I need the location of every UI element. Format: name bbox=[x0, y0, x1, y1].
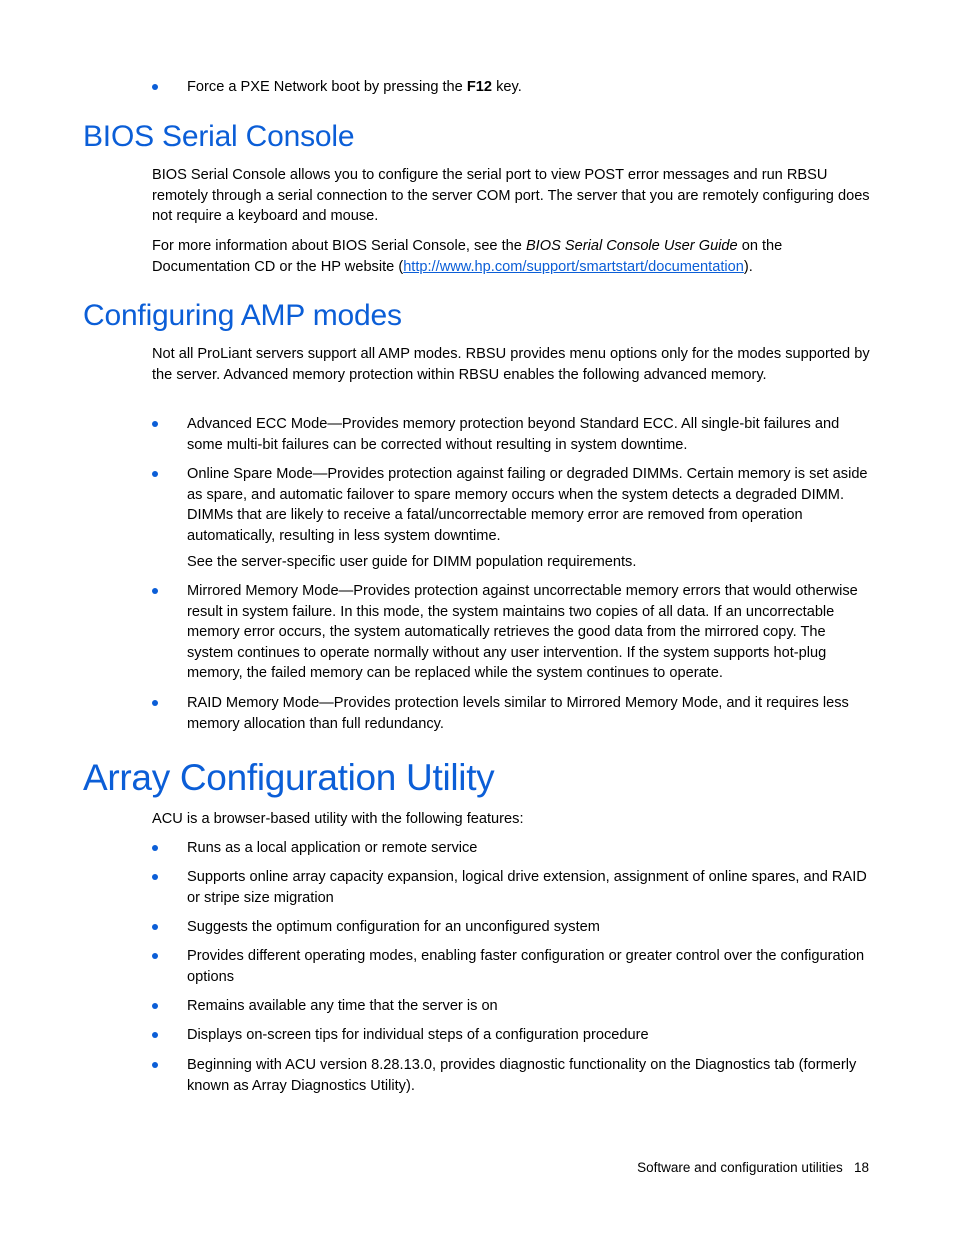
note-paragraph: See the server-specific user guide for DIMM population requirements. bbox=[187, 554, 637, 570]
key-name: F12 bbox=[466, 79, 493, 95]
section-heading-amp: Configuring AMP modes bbox=[83, 299, 402, 332]
bullet-icon bbox=[152, 1032, 158, 1038]
bullet-icon bbox=[152, 588, 158, 594]
bullet-icon bbox=[152, 1003, 158, 1009]
list-item-text: Remains available any time that the server is on bbox=[187, 998, 498, 1014]
bullet-icon bbox=[152, 1062, 158, 1068]
text-run: Force a PXE Network boot by pressing the bbox=[187, 79, 467, 95]
list-item-text: Supports online array capacity expansion, logical drive extension, assignment of online spares, and RAID or stripe size migration bbox=[187, 869, 867, 906]
text-run: key. bbox=[492, 79, 522, 95]
footer-section-title: Software and configuration utilities bbox=[637, 1160, 843, 1175]
list-item-text: Beginning with ACU version 8.28.13.0, provides diagnostic functionality on the Diagnostics tab (formerly known as Array Diagnostics Utility). bbox=[187, 1057, 857, 1094]
paragraph bbox=[152, 236, 872, 277]
bullet-icon bbox=[152, 845, 158, 851]
list-item-text: Mirrored Memory Mode—Provides protection against uncorrectable memory errors that would otherwise result in system failure. In this mode, the system maintains two copies of all data. If an uncorrectable memory error occurs, the system automatically retrieves the good data from the mirrored copy. The system continues to operate normally without any user intervention. If the system supports hot-plug memory, the failed memory can be replaced while the system continues to operate. bbox=[187, 583, 858, 681]
hp-documentation-link[interactable]: http://www.hp.com/support/smartstart/documentation bbox=[403, 258, 744, 275]
bullet-icon bbox=[152, 924, 158, 930]
page-number: 18 bbox=[853, 1160, 869, 1175]
document-title: BIOS Serial Console User Guide bbox=[525, 238, 738, 254]
list-item-text: Online Spare Mode—Provides protection against failing or degraded DIMMs. Certain memory is set aside as spare, and automatic failover to spare memory occurs when the system detects a degraded DIMM. DIMMs that are likely to receive a fatal/uncorrectable memory error are removed from operation automatically, resulting in less system downtime. bbox=[187, 466, 868, 544]
list-item-text: Suggests the optimum configuration for an unconfigured system bbox=[187, 919, 600, 935]
list-item-text bbox=[187, 77, 872, 98]
section-heading-bios: BIOS Serial Console bbox=[83, 120, 355, 153]
bullet-icon bbox=[152, 953, 158, 959]
page-footer bbox=[637, 1158, 869, 1178]
list-item-text: Advanced ECC Mode—Provides memory protection beyond Standard ECC. All single-bit failures and some multi-bit failures can be corrected without resulting in system downtime. bbox=[187, 416, 840, 453]
bullet-icon bbox=[152, 421, 158, 427]
list-item-text: Provides different operating modes, enabling faster configuration or greater control over the configuration options bbox=[187, 948, 865, 985]
bullet-icon bbox=[152, 874, 158, 880]
paragraph: BIOS Serial Console allows you to configure the serial port to view POST error messages and run RBSU remotely through a serial connection to the server COM port. The server that you are remotely configuring does not require a keyboard and mouse. bbox=[152, 167, 870, 224]
paragraph: Not all ProLiant servers support all AMP modes. RBSU provides menu options only for the modes supported by the server. Advanced memory protection within RBSU enables the following advanced memory. bbox=[152, 346, 870, 383]
list-item-text: RAID Memory Mode—Provides protection levels similar to Mirrored Memory Mode, and it requires less memory allocation than full redundancy. bbox=[187, 695, 849, 732]
bullet-icon bbox=[152, 84, 158, 90]
bullet-icon bbox=[152, 700, 158, 706]
list-item-text: Runs as a local application or remote service bbox=[187, 840, 478, 856]
text-run: For more information about BIOS Serial Console, see the bbox=[152, 238, 526, 254]
list-item-text: Displays on-screen tips for individual steps of a configuration procedure bbox=[187, 1027, 649, 1043]
text-run: ). bbox=[743, 258, 753, 275]
chapter-heading-acu: Array Configuration Utility bbox=[83, 757, 495, 798]
text-run: on the Documentation CD or the HP website ( bbox=[152, 238, 783, 275]
paragraph: ACU is a browser-based utility with the following features: bbox=[152, 811, 524, 827]
bullet-icon bbox=[152, 471, 158, 477]
